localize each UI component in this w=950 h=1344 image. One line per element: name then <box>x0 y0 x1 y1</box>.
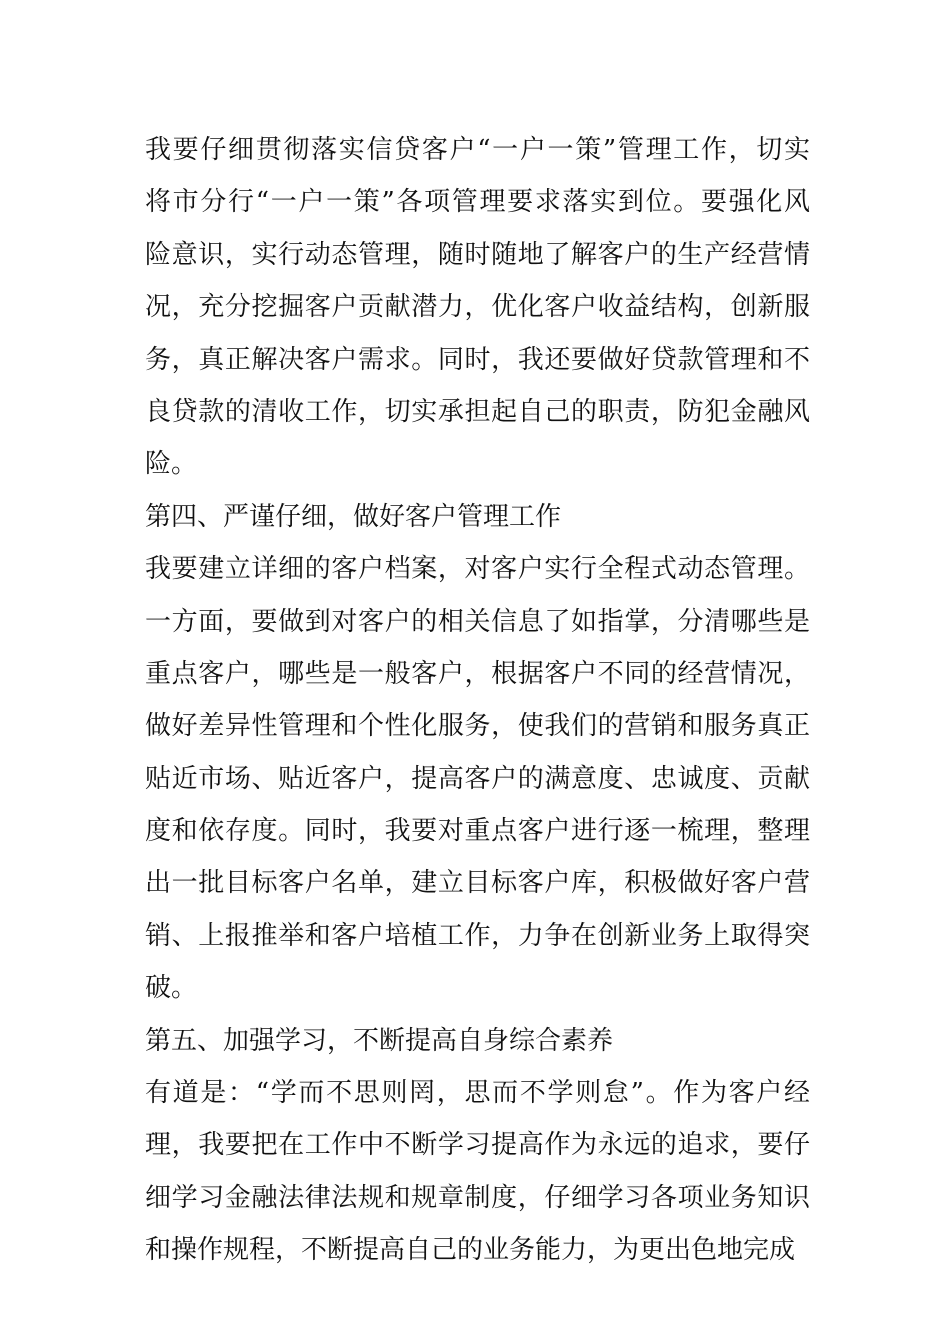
text-line: 出一批目标客户名单，建立目标客户库，积极做好客户营 <box>145 868 810 899</box>
text-line: 我要建立详细的客户档案，对客户实行全程式动态管理。 <box>145 554 810 585</box>
text-line: 和操作规程，不断提高自己的业务能力，为更出色地完成 <box>145 1235 796 1266</box>
text-line: 险意识，实行动态管理，随时随地了解客户的生产经营情 <box>145 239 810 270</box>
text-line: 销、上报推举和客户培植工作，力争在创新业务上取得突 <box>145 920 810 951</box>
body-paragraph <box>145 1067 810 1277</box>
text-line: 理，我要把在工作中不断学习提高作为永远的追求，要仔 <box>145 1130 810 1161</box>
text-line: 有道是：“学而不思则罔，思而不学则怠”。作为客户经 <box>145 1078 810 1109</box>
document-body <box>145 124 810 1277</box>
text-line: 重点客户，哪些是一般客户，根据客户不同的经营情况， <box>145 658 810 689</box>
text-line: 做好差异性管理和个性化服务，使我们的营销和服务真正 <box>145 711 810 742</box>
text-line: 我要仔细贯彻落实信贷客户“一户一策”管理工作，切实 <box>145 135 810 165</box>
text-line: 贴近市场、贴近客户，提高客户的满意度、忠诚度、贡献 <box>145 763 810 794</box>
text-line: 良贷款的清收工作，切实承担起自己的职责，防犯金融风 <box>145 396 810 427</box>
text-line: 将市分行“一户一策”各项管理要求落实到位。要强化风 <box>145 187 810 218</box>
text-line: 度和依存度。同时，我要对重点客户进行逐一梳理，整理 <box>145 816 810 847</box>
text-line: 况，充分挖掘客户贡献潜力，优化客户收益结构，创新服 <box>145 292 810 323</box>
section-heading <box>145 491 810 543</box>
text-line: 破。 <box>145 973 198 1004</box>
section-heading <box>145 1015 810 1067</box>
body-paragraph <box>145 543 810 1015</box>
body-paragraph <box>145 124 810 491</box>
text-line: 险。 <box>145 449 198 480</box>
heading-text: 第五、加强学习，不断提高自身综合素养 <box>145 1025 614 1056</box>
text-line: 细学习金融法律法规和规章制度，仔细学习各项业务知识 <box>145 1182 810 1213</box>
text-line: 务，真正解决客户需求。同时，我还要做好贷款管理和不 <box>145 344 810 375</box>
heading-text: 第四、严谨仔细，做好客户管理工作 <box>145 501 562 532</box>
text-line: 一方面，要做到对客户的相关信息了如指掌，分清哪些是 <box>145 606 810 637</box>
